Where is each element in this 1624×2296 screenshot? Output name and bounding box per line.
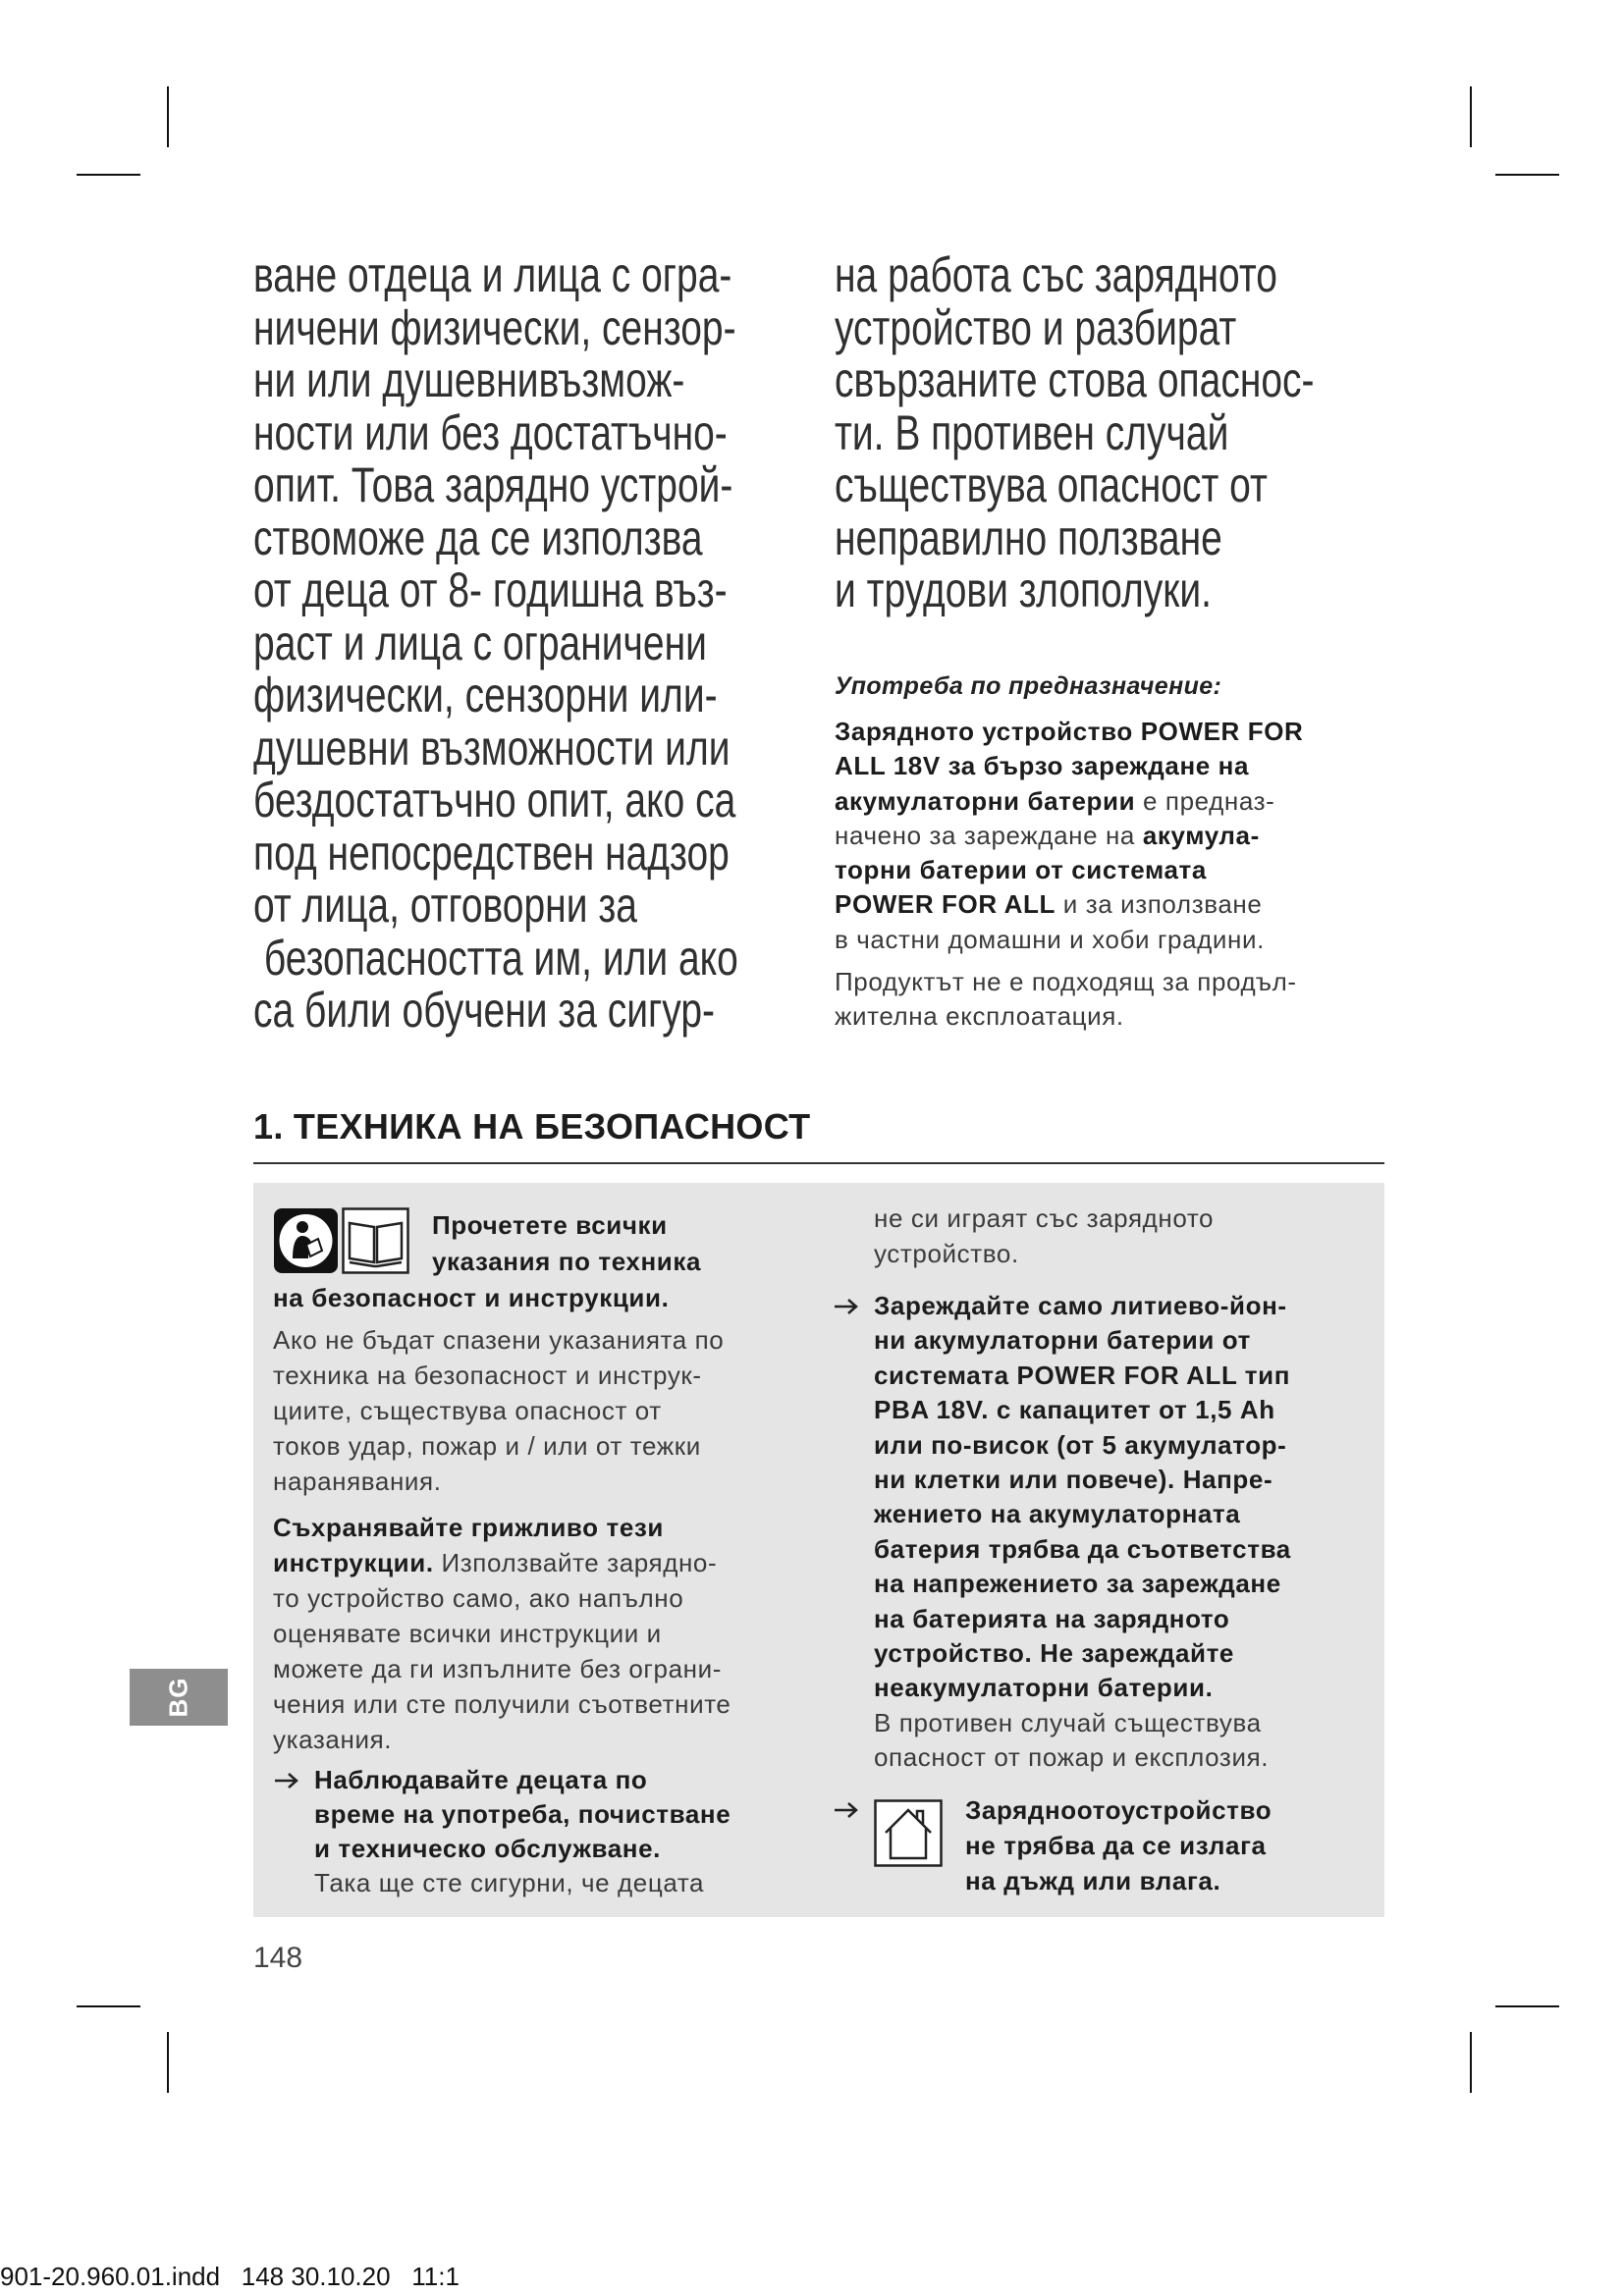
bold-text: инструкции.: [273, 1548, 434, 1577]
indoor-use-house-icon: [874, 1799, 943, 1867]
paragraph-line: оценявате всички инструкции и: [273, 1619, 662, 1648]
list-item-line: на дъжд или влага.: [965, 1866, 1221, 1896]
intro-text-line: душевни възможности или: [253, 720, 731, 775]
list-item-line: неакумулаторни батерии.: [874, 1673, 1214, 1703]
paragraph-line: не си играят със зарядното: [874, 1203, 1215, 1233]
list-item-line: PBA 18V. с капацитет от 1,5 Ah: [874, 1395, 1275, 1425]
regular-text: Така ще сте сигурни, че децата: [314, 1868, 705, 1897]
title-line: Прочетете всички: [432, 1210, 668, 1240]
intro-text-line: ни или душевнивъзмож-: [253, 352, 685, 407]
paragraph-line: [835, 715, 1303, 749]
children-supervision-item: [314, 1763, 731, 1900]
paragraph-line: [835, 784, 1303, 819]
bold-text: торни батерии от системата: [835, 855, 1207, 885]
intro-text-line: от лица, отговорни за: [253, 878, 637, 933]
intro-text-line: от деца от 8- годишна въз-: [253, 562, 728, 617]
intro-text-line: ствоможе да се използва: [253, 509, 703, 565]
bold-text: акумула-: [1142, 820, 1260, 850]
list-item-line: ни клетки или повече). Напре-: [874, 1465, 1273, 1495]
bold-text: акумулаторни батерии: [835, 785, 1136, 816]
intro-text-line: ти. В противен случай: [835, 404, 1229, 460]
intro-text-line: неправилно ползване: [835, 509, 1222, 565]
heading-rule: [253, 1162, 1384, 1164]
bold-text: ALL 18V за бързо зареждане на: [835, 751, 1250, 781]
list-item-line: не трябва да се излага: [965, 1831, 1267, 1860]
paragraph-line: чения или сте получили съответните: [273, 1689, 731, 1719]
paragraph-line: [273, 1510, 731, 1545]
intro-left-column: [253, 249, 842, 1038]
paragraph-line: [835, 819, 1303, 853]
intro-right-column: [835, 249, 1424, 617]
bold-text: Съхранявайте грижливо тези: [273, 1513, 664, 1542]
list-item-line: и техническо обслужване.: [314, 1834, 661, 1863]
list-item-line: жението на акумулаторната: [874, 1499, 1241, 1529]
paragraph-line: [273, 1545, 731, 1580]
list-item-line: [874, 1706, 1291, 1740]
list-item-line: Зареждайте само литиево-йон-: [874, 1291, 1287, 1320]
paragraph-line: Продуктът не е подходящ за продъл-: [835, 967, 1297, 996]
print-slug: 901-20.960.01.indd 148 30.10.20 11:1: [0, 2262, 460, 2291]
crop-mark: [1495, 2005, 1559, 2007]
paragraph-line: указания.: [273, 1725, 393, 1754]
list-item-line: Наблюдавайте децата по: [314, 1765, 648, 1794]
intended-use-paragraph: [835, 715, 1303, 957]
intro-text-line: ничени физически, сензор-: [253, 299, 736, 355]
paragraph-line: можете да ги изпълните без ограни-: [273, 1654, 722, 1683]
intro-text-line: ване отдеца и лица с огра-: [253, 247, 732, 302]
intended-use-heading: Употреба по предназначение:: [835, 672, 1222, 700]
children-supervision-continued: [874, 1201, 1214, 1271]
intended-use-note: [835, 965, 1297, 1034]
paragraph-line: токов удар, пожар и / или от тежки: [273, 1431, 701, 1461]
list-item-line: [874, 1740, 1291, 1775]
paragraph-line: циите, съществува опасност от: [273, 1396, 662, 1425]
intro-text-line: устройство и разбират: [835, 299, 1237, 355]
crop-mark: [1470, 2032, 1472, 2093]
regular-text: Използвайте зарядно-: [433, 1548, 718, 1577]
intro-text-line: опит. Това зарядно устрой-: [253, 457, 733, 512]
crop-mark: [1495, 174, 1559, 176]
list-item-line: ни акумулаторни батерии от: [874, 1325, 1251, 1356]
list-item-line: системата POWER FOR ALL тип: [874, 1360, 1291, 1390]
paragraph-line: то устройство само, ако напълно: [273, 1583, 684, 1613]
paragraph-line: техника на безопасност и инструк-: [273, 1361, 702, 1390]
battery-charging-item: [874, 1289, 1291, 1776]
paragraph-line: [835, 887, 1303, 922]
paragraph-line: [835, 749, 1303, 783]
language-tab-label: BG: [163, 1677, 193, 1718]
list-item-line: Зарядноотоустройство: [965, 1795, 1272, 1825]
list-item-line: на батерията на зарядното: [874, 1603, 1230, 1633]
list-item-line: или по-висок (от 5 акумулатор-: [874, 1429, 1287, 1460]
intro-text-line: физически, сензорни или-: [253, 667, 718, 722]
list-item-line: батерия трябва да съответства: [874, 1533, 1291, 1564]
intro-text-line: ности или без достатъчно-: [253, 404, 728, 460]
intro-text-line: раст и лица с ограничени: [253, 614, 707, 670]
intro-text-line: бездостатъчно опит, ако са: [253, 773, 736, 828]
paragraph-line: в частни домашни и хоби градини.: [835, 924, 1265, 954]
intro-text-line: и трудови злополуки.: [835, 562, 1212, 617]
read-instructions-title: [273, 1207, 701, 1316]
list-item-line: [314, 1866, 731, 1900]
regular-text: и за използване: [1055, 889, 1263, 920]
title-line: указания по техника: [432, 1247, 702, 1276]
paragraph-line: Ако не бъдат спазени указанията по: [273, 1325, 725, 1355]
intro-text-line: са били обучени за сигур-: [253, 983, 716, 1038]
regular-text: В противен случай съществува: [874, 1707, 1262, 1737]
crop-mark: [167, 86, 169, 147]
intro-text-line: под непосредствен надзор: [253, 825, 730, 881]
arrow-right-icon: [833, 1798, 860, 1822]
paragraph-line: устройство.: [874, 1239, 1019, 1268]
read-instructions-body: [273, 1322, 724, 1499]
language-tab: [130, 1669, 228, 1726]
crop-mark: [167, 2032, 169, 2093]
intro-text-line: съществува опасност от: [835, 457, 1268, 512]
intro-text-line: на работа със зарядното: [835, 247, 1277, 302]
bold-text: Зарядното устройство POWER FOR: [835, 717, 1304, 746]
intro-text-line: безопасността им, или ако: [253, 930, 738, 986]
arrow-right-icon: [273, 1769, 300, 1792]
rain-warning-item: [965, 1792, 1272, 1898]
regular-text: начено за зареждане на: [835, 820, 1143, 850]
bold-text: POWER FOR ALL: [835, 889, 1056, 920]
paragraph-line: жителна експлоатация.: [835, 1001, 1124, 1031]
crop-mark: [77, 2005, 140, 2007]
list-item-line: време на употреба, почистване: [314, 1799, 731, 1829]
regular-text: опасност от пожар и експлозия.: [874, 1742, 1270, 1773]
paragraph-line: наранявания.: [273, 1467, 442, 1496]
crop-mark: [1470, 86, 1472, 147]
list-item-line: на напрежението за зареждане: [874, 1569, 1281, 1599]
arrow-right-icon: [833, 1295, 860, 1318]
safety-instructions-box: [253, 1183, 1384, 1917]
section-heading: 1. ТЕХНИКА НА БЕЗОПАСНОСТ: [253, 1106, 811, 1147]
intro-text-line: свързаните стова опаснос-: [835, 352, 1315, 407]
page-number: 148: [253, 1942, 303, 1974]
list-item-line: устройство. Не зареждайте: [874, 1638, 1234, 1669]
crop-mark: [77, 174, 140, 176]
keep-instructions-paragraph: [273, 1510, 731, 1757]
title-line: на безопасност и инструкции.: [273, 1283, 670, 1312]
paragraph-line: [835, 853, 1303, 887]
regular-text: е предназ-: [1135, 785, 1275, 816]
